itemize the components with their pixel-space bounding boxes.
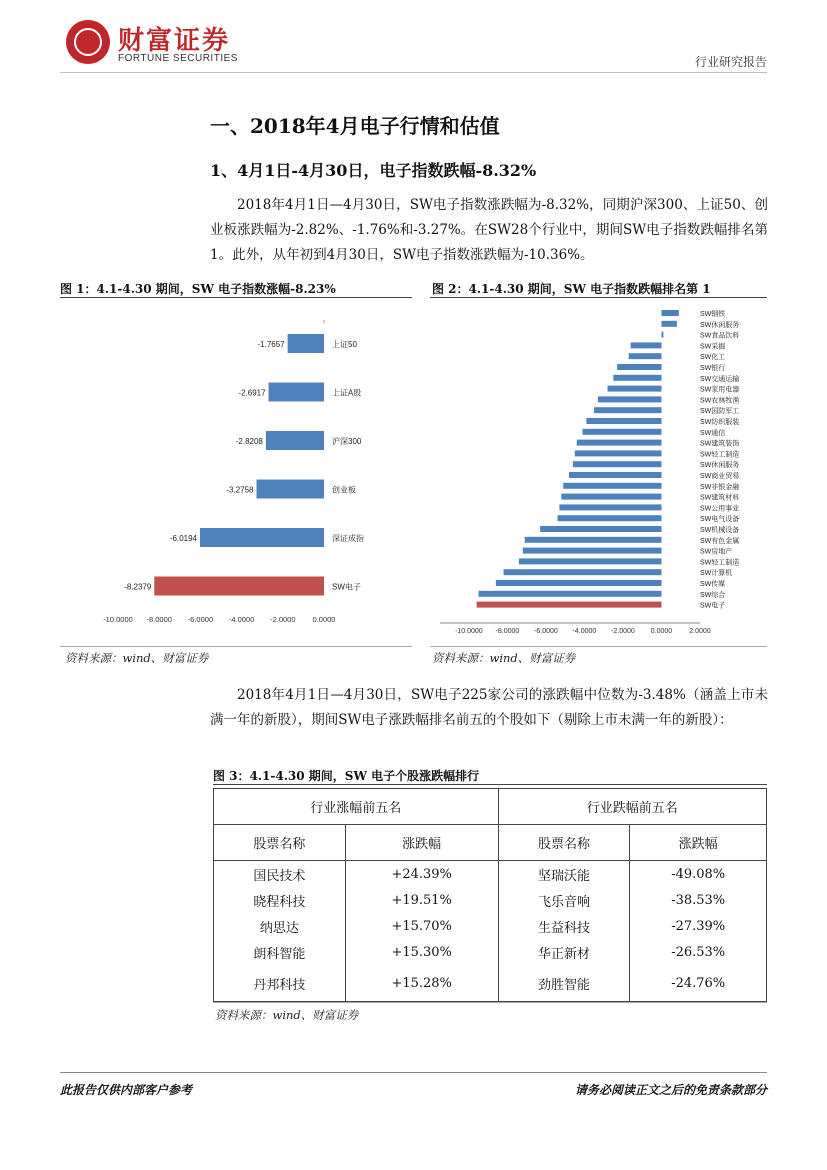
data-label: -3.2758 [226,485,254,495]
category-label: SW休闲服务 [700,462,740,470]
footer-left: 此报告仅供内部客户参考 [60,1083,193,1097]
category-label: 上证50 [332,340,357,349]
table-col-header: 涨跌幅 [630,825,767,861]
bar [269,383,324,402]
data-label: -6.0194 [169,534,198,543]
bar [559,504,661,510]
fig3-title: 图 3：4.1-4.30 期间，SW 电子个股涨跌幅排行 [213,769,480,783]
bar [573,461,662,467]
category-label: SW银行 [700,365,726,372]
header-divider [60,72,767,73]
category-label: SW化工 [700,354,726,362]
bar [479,591,662,597]
bar [575,450,662,456]
table-row [214,939,767,965]
table-row [214,861,767,888]
bar [586,418,661,424]
table-cell: 纳思达 [214,913,346,939]
footer-divider [60,1072,767,1073]
bar [519,558,662,564]
fig1-source: 资料来源：wind、财富证券 [65,651,209,665]
data-label: -8.2379 [124,582,152,592]
fig3-bottom-rule [213,1002,767,1003]
bar [583,429,662,435]
category-label: SW非银金融 [700,483,740,491]
category-label: SW休闲服务 [700,321,740,329]
fig3-source: 资料来源：wind、财富证券 [215,1008,359,1022]
table-cell: -24.76% [630,965,767,1002]
bar [504,569,662,575]
table-cell: 坚瑞沃能 [498,861,630,888]
category-label: SW机械设备 [700,527,740,534]
table-cell: 国民技术 [214,861,346,888]
table-cell: 华正新材 [498,939,630,965]
category-label: SW计算机 [700,570,733,578]
table-cell: 丹邦科技 [214,965,346,1002]
tick-label: 0.0000 [312,615,336,624]
table-cell: -49.08% [630,861,767,888]
category-label: SW电气设备 [700,516,740,524]
category-label: SW农林牧渔 [700,397,740,405]
bar [557,515,661,521]
table-cell: -27.39% [630,913,767,939]
tick-label: 0.0000 [650,628,673,635]
category-label: SW食品饮料 [700,332,740,340]
fig3-top-rule [213,784,767,785]
category-label: SW建筑材料 [700,494,740,502]
subsection-title: 1、4月1日-4月30日，电子指数跌幅-8.32% [210,161,537,180]
tick-label: -4.0000 [228,615,255,624]
category-label: SW家用电器 [700,386,740,394]
category-label: 创业板 [332,485,356,495]
table-col-header: 股票名称 [214,825,346,861]
bar [613,375,661,381]
fig2-top-rule [430,297,767,298]
category-label: SW钢铁 [700,311,726,318]
category-label: SW电子 [700,602,726,610]
bar [577,440,662,446]
category-label: 沪深300 [332,437,362,446]
bar [563,483,661,489]
fig1-bottom-rule [60,646,412,647]
category-label: SW轻工制造 [700,451,740,459]
table-cell: +15.28% [345,965,498,1002]
bar [598,396,662,402]
tick-label: -2.0000 [270,615,296,624]
bar [540,526,661,532]
table-col-header: 涨跌幅 [345,825,498,861]
bar [661,321,676,327]
fig2-title: 图 2：4.1-4.30 期间，SW 电子指数跌幅排名第 1 [432,282,711,296]
table-row [214,965,767,1002]
fig2-source: 资料来源：wind、财富证券 [432,651,576,665]
data-label: -2.6917 [238,388,266,398]
fig2-bottom-rule [430,646,767,647]
category-label: SW传媒 [700,581,726,588]
table-cell: 生益科技 [498,913,630,939]
bar [266,431,324,450]
bar [200,528,324,547]
bar [631,342,662,348]
category-label: SW交通运输 [700,375,740,383]
category-label: SW商业贸易 [700,473,740,480]
category-label: SW轻工制造 [700,559,740,567]
data-label: -1.7657 [257,340,285,349]
footer-right: 请务必阅读正文之后的免责条款部分 [574,1083,767,1097]
fig1-title: 图 1：4.1-4.30 期间，SW 电子指数涨幅-8.23% [60,282,336,296]
tick-label: -6.0000 [534,628,558,635]
table-cell: 晓程科技 [214,887,346,913]
table-group-header: 行业跌幅前五名 [498,789,766,825]
table-cell: +15.70% [345,913,498,939]
bar [257,480,324,499]
category-label: SW建筑装饰 [700,440,740,448]
category-label: SW国防军工 [700,408,740,416]
table-cell: -38.53% [630,887,767,913]
paragraph-2: 2018年4月1日—4月30日，SW电子225家公司的涨跌幅中位数为-3.48%（涵盖上市未满一年的新股），期间SW电子涨跌幅排名前五的个股如下（剔除上市未满一年的新股）： [210,687,768,728]
tick-label: -10.0000 [455,628,483,635]
bar [661,332,663,338]
table-cell: 飞乐音响 [498,887,630,913]
table-cell: 劲胜智能 [498,965,630,1002]
bar [496,580,662,586]
bar [154,577,324,596]
data-label: -2.8208 [235,437,263,446]
bar [561,494,661,500]
category-label: 上证A股 [332,388,362,398]
category-label: SW通信 [700,429,726,437]
table-cell: 朗科智能 [214,939,346,965]
bar [617,364,661,370]
table-cell: +19.51% [345,887,498,913]
fig1-top-rule [60,297,412,298]
tick-label: -4.0000 [572,628,597,635]
section-title: 一、2018年4月电子行情和估值 [210,114,500,138]
bar [477,602,662,608]
category-label: SW有色金属 [700,537,740,545]
table-row [214,887,767,913]
logo-en: FORTUNE SECURITIES [118,53,238,64]
stock-ranking-table [213,788,767,1002]
fig2-chart [430,300,767,640]
bar [661,310,678,316]
bar [569,472,661,478]
bar [608,386,662,392]
table-group-header: 行业涨幅前五名 [214,789,499,825]
category-label: SW房地产 [700,548,733,556]
paragraph-1: 2018年4月1日—4月30日，SW电子指数涨跌幅为-8.32%，同期沪深300、上证50、创业板涨跌幅为-2.82%、-1.76%和-3.27%。在SW28个行业中，期间SW电子指数跌幅排名第1。此外，从年初到4月30日，SW电子指数涨跌幅为-10.36%。 [210,197,768,263]
bar [525,537,662,543]
fig1-chart [60,300,412,640]
category-label: SW公用事业 [700,505,740,513]
logo-cn: 财富证券 [118,26,231,56]
bar [629,353,662,359]
category-label: SW纺织服装 [700,419,740,426]
bar [288,334,324,353]
tick-label: -10.0000 [103,615,133,624]
tick-label: -8.0000 [146,615,172,624]
category-label: SW电子 [332,582,361,592]
tick-label: 2.0000 [689,628,711,635]
report-type: 行业研究报告 [694,55,767,69]
bar [523,548,662,554]
table-cell: -26.53% [630,939,767,965]
bar [594,407,661,413]
tick-label: -8.0000 [495,628,520,635]
table-col-header: 股票名称 [498,825,630,861]
category-label: SW采掘 [700,343,726,351]
tick-label: -6.0000 [187,615,214,624]
table-row [214,913,767,939]
category-label: SW综合 [700,591,726,599]
tick-label: -2.0000 [611,628,635,635]
table-cell: +15.30% [345,939,498,965]
category-label: 深证成指 [332,534,364,543]
table-cell: +24.39% [345,861,498,888]
logo-icon [66,20,110,64]
